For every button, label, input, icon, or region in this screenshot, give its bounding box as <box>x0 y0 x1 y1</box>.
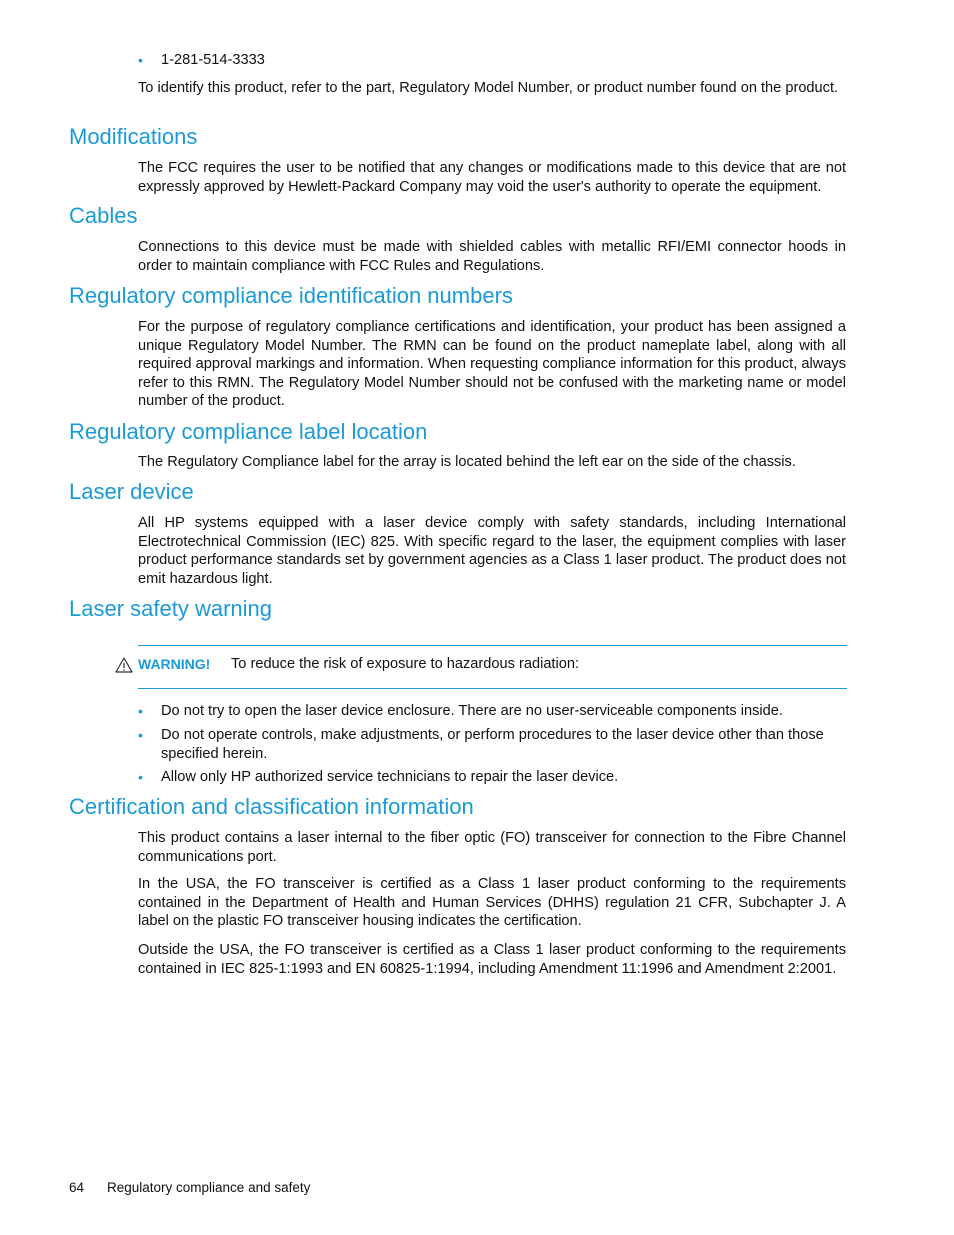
modifications-paragraph: The FCC requires the user to be notified that any changes or modifications made to this device that are not expressly approved by Hewlett-Packard Company may void the user's authority to operate the equipment. <box>138 160 846 195</box>
list-item <box>138 702 846 721</box>
bullet-dot-icon: • <box>138 703 143 719</box>
section-heading-modifications: Modifications <box>69 124 198 149</box>
list-item <box>138 726 846 763</box>
label-location-paragraph: The Regulatory Compliance label for the array is located behind the left ear on the side of the chassis. <box>138 454 796 470</box>
laser-device-paragraph: All HP systems equipped with a laser device comply with safety standards, including International Electrotechnical Commission (IEC) 825. With specific regard to the laser, the equipment complies with laser product performance standards set by government agencies as a Class 1 laser product. The product does not emit hazardous light. <box>138 515 846 587</box>
page-number: 64 <box>69 1180 85 1195</box>
bullet-dot-icon: • <box>138 727 143 743</box>
warning-bullet-text: Do not operate controls, make adjustments, or perform procedures to the laser device other than those specified herein. <box>161 727 824 762</box>
warning-label: WARNING! <box>138 656 211 672</box>
section-heading-label-location: Regulatory compliance label location <box>69 419 428 444</box>
bullet-dot-icon: • <box>138 769 143 785</box>
footer-section-title: Regulatory compliance and safety <box>107 1180 311 1195</box>
certification-paragraph: In the USA, the FO transceiver is certified as a Class 1 laser product conforming to the requirements contained in the Department of Health and Human Services (DHHS) regulation 21 CFR, Subchapter J. A label on the plastic FO transceiver housing indicates the certification. <box>138 876 846 930</box>
warning-bullet-text: Do not try to open the laser device enclosure. There are no user-serviceable components inside. <box>161 703 783 719</box>
bullet-dot-icon: • <box>138 52 143 68</box>
list-item <box>138 768 846 787</box>
warning-bottom-rule <box>138 688 847 689</box>
page-footer <box>69 1179 310 1197</box>
intro-paragraph: To identify this product, refer to the part, Regulatory Model Number, or product number found on the product. <box>138 80 839 96</box>
certification-paragraph: Outside the USA, the FO transceiver is certified as a Class 1 laser product conforming to the requirements contained in IEC 825-1:1993 and EN 60825-1:1994, including Amendment 11:1996 and Amendment 2:2001. <box>138 942 846 977</box>
warning-top-rule <box>138 645 847 646</box>
rmn-paragraph: For the purpose of regulatory compliance certifications and identification, your product has been assigned a unique Regulatory Model Number. The RMN can be found on the product nameplate label, along with all required approval markings and information. When requesting compliance information for this product, always refer to this RMN. The Regulatory Model Number should not be confused with the marketing name or model number of the product. <box>138 319 846 410</box>
section-heading-cables: Cables <box>69 203 138 228</box>
section-heading-certification: Certification and classification information <box>69 794 474 819</box>
section-heading-laser-device: Laser device <box>69 479 194 504</box>
section-heading-laser-warning: Laser safety warning <box>69 596 272 621</box>
phone-list-item <box>138 51 846 70</box>
warning-bullet-text: Allow only HP authorized service technicians to repair the laser device. <box>161 769 619 785</box>
section-heading-rmn: Regulatory compliance identification numbers <box>69 283 513 308</box>
warning-text: To reduce the risk of exposure to hazardous radiation: <box>231 656 580 672</box>
warning-triangle-icon <box>115 657 133 673</box>
phone-number: 1-281-514-3333 <box>161 52 265 68</box>
certification-paragraph: This product contains a laser internal to the fiber optic (FO) transceiver for connection to the Fibre Channel communications port. <box>138 830 846 865</box>
cables-paragraph: Connections to this device must be made with shielded cables with metallic RFI/EMI connector hoods in order to maintain compliance with FCC Rules and Regulations. <box>138 239 846 274</box>
